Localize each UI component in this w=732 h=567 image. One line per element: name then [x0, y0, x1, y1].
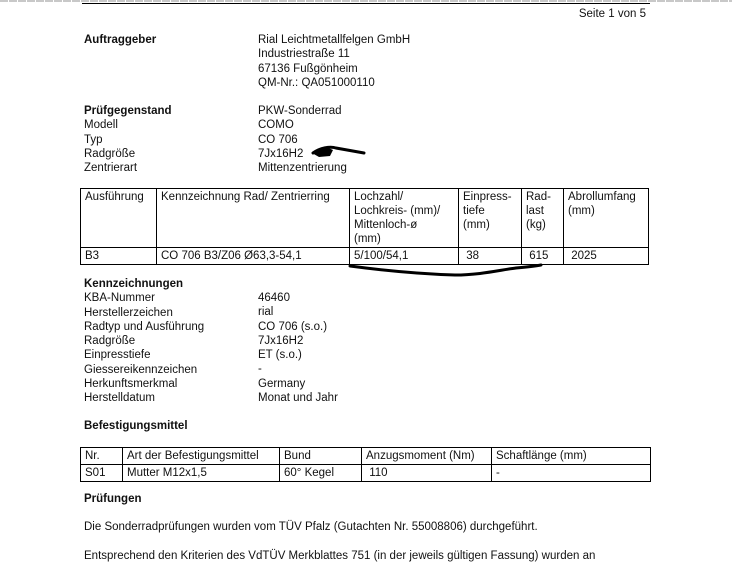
paragraph: Die Sonderradprüfungen wurden vom TÜV Pfalz (Gutachten Nr. 55008806) durchgeführt. [84, 521, 538, 533]
table-cell: Mutter M12x1,5 [123, 465, 280, 482]
table-cell: S01 [81, 465, 123, 482]
column-header: Ausführung [81, 189, 157, 248]
column-header: Einpress- tiefe (mm) [459, 189, 522, 248]
field-label: Giessereikennzeichen [84, 363, 198, 376]
table-cell: 5/100/54,1 [350, 248, 459, 265]
field-value: COMO [258, 119, 294, 132]
table-cell: 38 [459, 248, 522, 265]
field-value: PKW-Sonderrad [258, 105, 342, 117]
column-header: Bund [280, 448, 362, 465]
befestigungsmittel-heading: Befestigungsmittel [84, 420, 188, 432]
column-header: Rad- last (kg) [522, 189, 564, 248]
field-label: Herkunftsmerkmal [84, 378, 178, 391]
page-indicator: Seite 1 von 5 [578, 8, 646, 20]
field-label: Radtyp und Ausführung [84, 320, 205, 333]
table-cell: CO 706 B3/Z06 Ø63,3-54,1 [157, 248, 350, 265]
pruefgegenstand-heading: Prüfgegenstand [84, 105, 172, 117]
underline-annotation-icon [350, 265, 541, 275]
address-line: Rial Leichtmetallfelgen GmbH [258, 34, 411, 46]
address-line: 67136 Fußgönheim [258, 62, 358, 75]
column-header: Anzugsmoment (Nm) [362, 448, 492, 465]
table-cell: - [492, 465, 651, 482]
field-label: Radgröße [84, 147, 136, 160]
column-header: Abrollumfang (mm) [564, 189, 649, 248]
auftraggeber-label: Auftraggeber [84, 34, 157, 46]
field-label: Herstelldatum [84, 392, 155, 405]
column-header: Schaftlänge (mm) [492, 448, 651, 465]
field-value: Mittenzentrierung [258, 162, 347, 175]
field-label: Radgröße [84, 335, 136, 348]
field-label: Typ [84, 133, 103, 146]
kennzeichnungen-heading: Kennzeichnungen [84, 278, 184, 290]
table-cell: 2025 [564, 248, 649, 265]
field-label: Modell [84, 119, 118, 132]
field-value: - [258, 363, 262, 376]
field-value: Monat und Jahr [258, 392, 338, 405]
table-cell: 615 [522, 248, 564, 265]
column-header: Kennzeichnung Rad/ Zentrierring [157, 189, 350, 248]
field-label: KBA-Nummer [84, 292, 155, 305]
field-label: Herstellerzeichen [84, 306, 173, 319]
table-cell: 60° Kegel [280, 465, 362, 482]
paragraph: Entsprechend den Kriterien des VdTÜV Merkblattes 751 (in der jeweils gültigen Fassung) wurden an [84, 550, 596, 562]
column-header: Nr. [81, 448, 123, 465]
column-header: Lochzahl/ Lochkreis- (mm)/ Mittenloch-ø (mm) [350, 189, 459, 248]
field-label: Einpresstiefe [84, 349, 151, 362]
pruefungen-heading: Prüfungen [84, 493, 142, 505]
field-value: Germany [258, 377, 306, 390]
address-line: QM-Nr.: QA051000110 [258, 76, 375, 89]
table-cell: 110 [362, 465, 492, 482]
arrow-annotation-icon [312, 147, 364, 157]
column-header: Art der Befestigungsmittel [123, 448, 280, 465]
field-value: 7Jx16H2 [258, 334, 304, 347]
field-value: CO 706 (s.o.) [258, 320, 328, 333]
field-value: 7Jx16H2 [258, 147, 304, 160]
field-value: 46460 [258, 292, 290, 304]
table-cell: B3 [81, 248, 157, 265]
field-value: ET (s.o.) [258, 349, 302, 362]
field-label: Zentrierart [84, 162, 138, 175]
address-line: Industriestraße 11 [258, 48, 350, 61]
field-value: CO 706 [258, 133, 298, 146]
field-value: rial [258, 306, 274, 319]
